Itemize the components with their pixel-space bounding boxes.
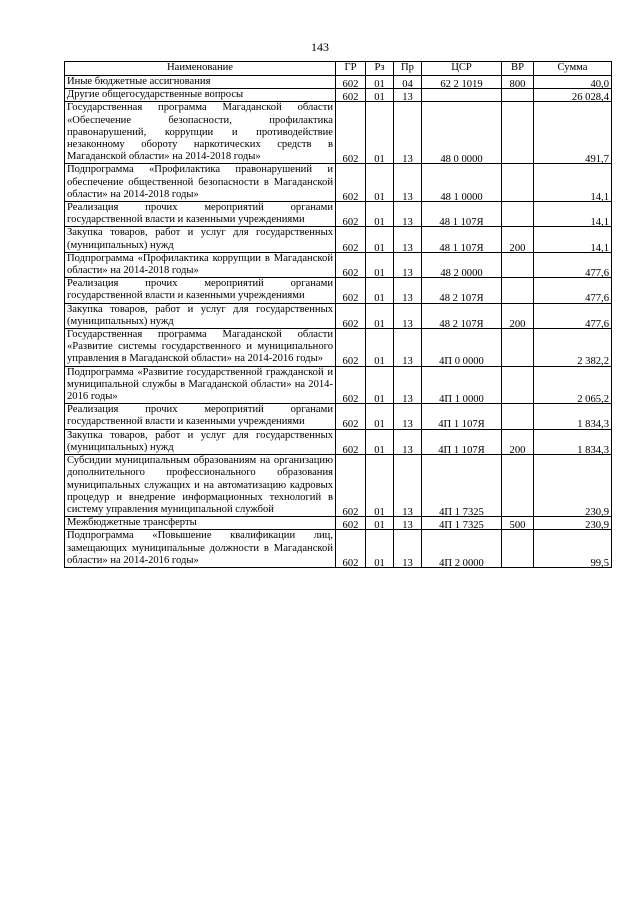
header-rz: Рз: [366, 62, 394, 76]
row-rz-cell: 01: [366, 407, 394, 432]
row-name-cell: Межбюджетные трансферты: [65, 517, 336, 530]
table-row: [65, 429, 612, 454]
row-sum-cell: 1 834,3: [534, 407, 612, 432]
row-gr-cell: 602: [336, 79, 366, 92]
table-row: [65, 303, 612, 328]
row-vr-cell: 200: [502, 432, 534, 457]
row-gr-cell: 602: [336, 105, 366, 167]
row-name-cell: Иные бюджетные ассигнования: [65, 76, 336, 89]
row-csr-cell: 4П 2 0000: [422, 533, 502, 571]
row-rz-cell: 01: [366, 458, 394, 520]
row-pr-cell: 13: [394, 369, 422, 407]
table-row: [65, 76, 612, 89]
row-pr-cell: 13: [394, 332, 422, 370]
row-rz-cell: 01: [366, 369, 394, 407]
row-vr-cell: [502, 167, 534, 205]
row-pr-cell: 13: [394, 230, 422, 255]
row-gr-cell: 602: [336, 332, 366, 370]
row-pr-cell: 04: [394, 79, 422, 92]
row-vr-cell: 200: [502, 306, 534, 331]
row-sum-cell: 40,0: [534, 79, 612, 92]
row-vr-cell: [502, 407, 534, 432]
row-name-cell: Реализация прочих мероприятий органами государственной власти и казенными учреждениями: [65, 202, 336, 227]
row-gr-cell: 602: [336, 306, 366, 331]
row-sum-cell: 230,9: [534, 520, 612, 533]
row-pr-cell: 13: [394, 92, 422, 105]
row-vr-cell: 800: [502, 79, 534, 92]
header-gr: ГР: [336, 62, 366, 76]
row-sum-cell: 14,1: [534, 205, 612, 230]
page-number: 143: [311, 40, 329, 54]
table-row: [65, 366, 612, 404]
row-csr-cell: 4П 1 7325: [422, 458, 502, 520]
row-vr-cell: [502, 281, 534, 306]
row-sum-cell: 14,1: [534, 167, 612, 205]
row-csr-cell: 4П 1 7325: [422, 520, 502, 533]
row-gr-cell: 602: [336, 369, 366, 407]
row-rz-cell: 01: [366, 230, 394, 255]
row-rz-cell: 01: [366, 533, 394, 571]
row-pr-cell: 13: [394, 432, 422, 457]
row-gr-cell: 602: [336, 533, 366, 571]
table-header-row: [65, 62, 612, 76]
row-vr-cell: [502, 458, 534, 520]
row-sum-cell: 2 382,2: [534, 332, 612, 370]
row-pr-cell: 13: [394, 205, 422, 230]
row-vr-cell: [502, 92, 534, 105]
table-row: [65, 278, 612, 303]
row-rz-cell: 01: [366, 255, 394, 280]
row-name-cell: Подпрограмма «Повышение квалификации лиц, замещающих муниципальные должности в Магаданской области» на 2014-2016 годы»: [65, 530, 336, 568]
row-sum-cell: 477,6: [534, 281, 612, 306]
row-sum-cell: 477,6: [534, 255, 612, 280]
row-pr-cell: 13: [394, 105, 422, 167]
row-csr-cell: 62 2 1019: [422, 79, 502, 92]
row-name-cell: Подпрограмма «Профилактика коррупции в Магаданской области» на 2014-2018 годы»: [65, 252, 336, 277]
header-vr: ВР: [502, 62, 534, 76]
row-name-cell: Реализация прочих мероприятий органами государственной власти и казенными учреждениями: [65, 278, 336, 303]
table-row: [65, 329, 612, 367]
row-name-cell: Реализация прочих мероприятий органами государственной власти и казенными учреждениями: [65, 404, 336, 429]
table-row: [65, 404, 612, 429]
row-sum-cell: 99,5: [534, 533, 612, 571]
row-rz-cell: 01: [366, 92, 394, 105]
row-pr-cell: 13: [394, 255, 422, 280]
row-gr-cell: 602: [336, 458, 366, 520]
row-vr-cell: [502, 332, 534, 370]
row-gr-cell: 602: [336, 92, 366, 105]
row-csr-cell: 4П 1 107Я: [422, 407, 502, 432]
row-name-cell: Другие общегосударственные вопросы: [65, 89, 336, 102]
row-rz-cell: 01: [366, 205, 394, 230]
header-name: Наименование: [65, 62, 336, 76]
row-gr-cell: 602: [336, 167, 366, 205]
row-gr-cell: 602: [336, 255, 366, 280]
table-row: [65, 202, 612, 227]
row-gr-cell: 602: [336, 432, 366, 457]
table-row: [65, 227, 612, 252]
row-rz-cell: 01: [366, 281, 394, 306]
row-rz-cell: 01: [366, 332, 394, 370]
row-sum-cell: 14,1: [534, 230, 612, 255]
row-pr-cell: 13: [394, 520, 422, 533]
row-rz-cell: 01: [366, 105, 394, 167]
row-pr-cell: 13: [394, 458, 422, 520]
row-name-cell: Субсидии муниципальным образованиям на организацию дополнительного профессионального образования муниципальных служащих и на автоматизацию кадровых процедур и внедрение информационных технологий в систему управления муниципальной службой: [65, 455, 336, 517]
row-rz-cell: 01: [366, 79, 394, 92]
row-vr-cell: [502, 369, 534, 407]
row-vr-cell: 200: [502, 230, 534, 255]
row-name-cell: Закупка товаров, работ и услуг для государственных (муниципальных) нужд: [65, 227, 336, 252]
row-csr-cell: 48 1 0000: [422, 167, 502, 205]
row-name-cell: Подпрограмма «Развитие государственной гражданской и муниципальной службы в Магаданской области» на 2014-2016 годы»: [65, 366, 336, 404]
row-csr-cell: [422, 92, 502, 105]
row-pr-cell: 13: [394, 407, 422, 432]
row-gr-cell: 602: [336, 281, 366, 306]
row-pr-cell: 13: [394, 167, 422, 205]
row-csr-cell: 48 1 107Я: [422, 205, 502, 230]
row-name-cell: Закупка товаров, работ и услуг для государственных (муниципальных) нужд: [65, 429, 336, 454]
row-rz-cell: 01: [366, 432, 394, 457]
table-row: [65, 252, 612, 277]
row-vr-cell: [502, 255, 534, 280]
row-rz-cell: 01: [366, 520, 394, 533]
row-vr-cell: [502, 105, 534, 167]
row-sum-cell: 1 834,3: [534, 432, 612, 457]
budget-table: [64, 61, 612, 568]
header-sum: Сумма: [534, 62, 612, 76]
row-gr-cell: 602: [336, 230, 366, 255]
row-csr-cell: 48 2 107Я: [422, 281, 502, 306]
row-csr-cell: 4П 1 0000: [422, 369, 502, 407]
row-csr-cell: 48 2 0000: [422, 255, 502, 280]
row-sum-cell: 230,9: [534, 458, 612, 520]
row-pr-cell: 13: [394, 533, 422, 571]
row-name-cell: Подпрограмма «Профилактика правонарушений и обеспечение общественной безопасности в Магаданской области» на 2014-2018 годы»: [65, 164, 336, 202]
row-sum-cell: 2 065,2: [534, 369, 612, 407]
row-vr-cell: [502, 533, 534, 571]
row-name-cell: Государственная программа Магаданской области «Развитие системы государственного и муниципального управления в Магаданской области» на 2014-2016 годы»: [65, 329, 336, 367]
row-name-cell: Закупка товаров, работ и услуг для государственных (муниципальных) нужд: [65, 303, 336, 328]
row-csr-cell: 4П 1 107Я: [422, 432, 502, 457]
row-csr-cell: 48 1 107Я: [422, 230, 502, 255]
row-rz-cell: 01: [366, 167, 394, 205]
row-sum-cell: 491,7: [534, 105, 612, 167]
table-row: [65, 102, 612, 164]
row-csr-cell: 48 0 0000: [422, 105, 502, 167]
row-name-cell: Государственная программа Магаданской области «Обеспечение безопасности, профилактика правонарушений, коррупции и противодействие незаконному обороту наркотических средств в Магаданской области» на 2014-2018 годы»: [65, 102, 336, 164]
row-rz-cell: 01: [366, 306, 394, 331]
table-row: [65, 164, 612, 202]
table-row: [65, 455, 612, 517]
row-sum-cell: 26 028,4: [534, 92, 612, 105]
table-row: [65, 530, 612, 568]
row-vr-cell: [502, 205, 534, 230]
row-vr-cell: 500: [502, 520, 534, 533]
row-csr-cell: 48 2 107Я: [422, 306, 502, 331]
row-gr-cell: 602: [336, 407, 366, 432]
header-pr: Пр: [394, 62, 422, 76]
row-gr-cell: 602: [336, 520, 366, 533]
header-csr: ЦСР: [422, 62, 502, 76]
row-csr-cell: 4П 0 0000: [422, 332, 502, 370]
row-gr-cell: 602: [336, 205, 366, 230]
row-sum-cell: 477,6: [534, 306, 612, 331]
row-pr-cell: 13: [394, 281, 422, 306]
row-pr-cell: 13: [394, 306, 422, 331]
